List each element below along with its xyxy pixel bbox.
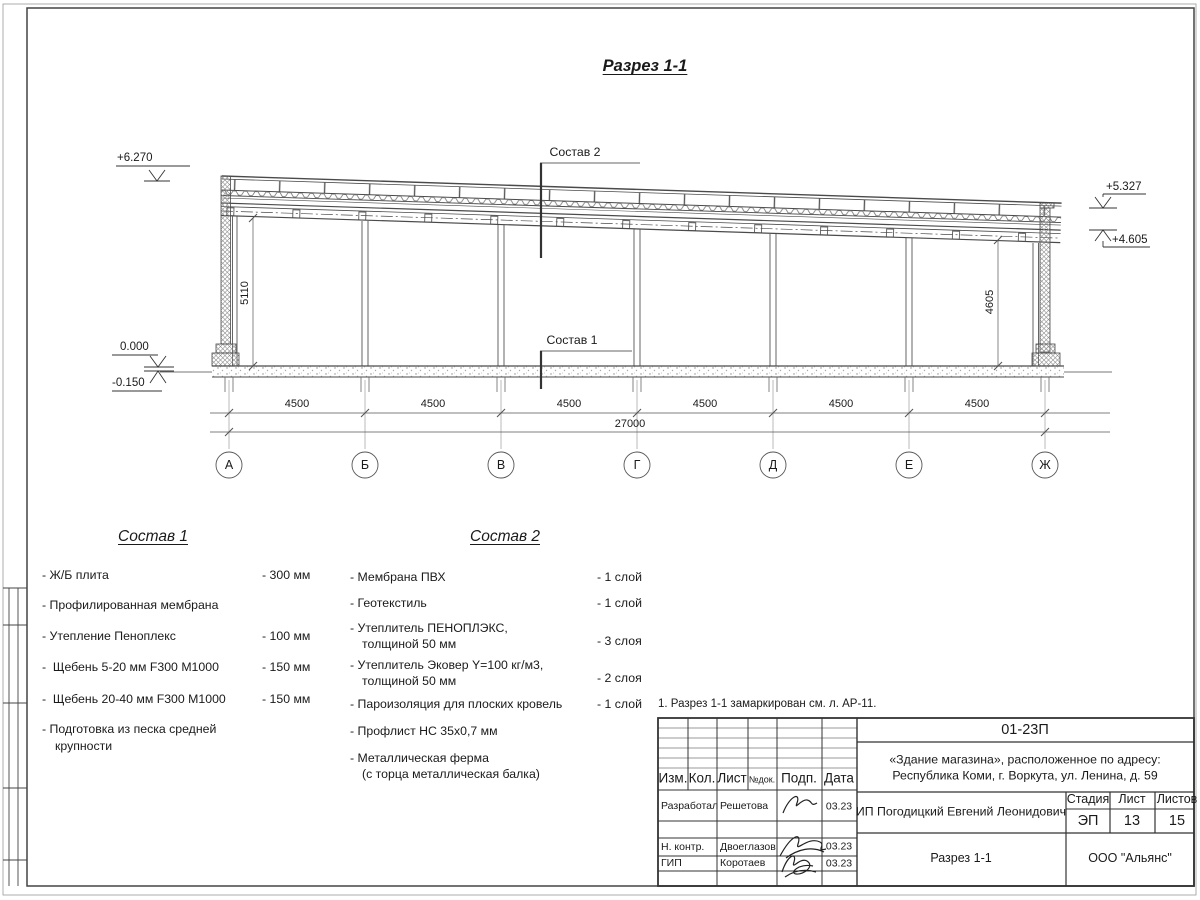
- dim-bay: 4500: [284, 398, 310, 410]
- axis-label: Д: [768, 458, 778, 473]
- legend-value: - 150 мм: [262, 692, 311, 706]
- elevation-below-zero: -0.150: [112, 377, 145, 389]
- legend-item: - Щебень 20-40 мм F300 М1000: [42, 692, 226, 706]
- titleblock-col-kol: Кол.: [688, 770, 716, 786]
- titleblock-col-izm: Изм.: [658, 770, 688, 786]
- titleblock-role: Разработал: [661, 800, 719, 812]
- dim-right-height: 4605: [984, 289, 997, 315]
- titleblock-date: 03.23: [825, 857, 853, 870]
- dim-total: 27000: [614, 418, 646, 430]
- elevation-right-upper: +5.327: [1106, 181, 1142, 193]
- legend-value: - 1 слой: [597, 596, 642, 610]
- dim-bay: 4500: [692, 398, 718, 410]
- legend-item-line2: (с торца металлическая балка): [362, 767, 540, 781]
- legend-value: - 300 мм: [262, 568, 311, 582]
- titleblock-object-line2: Республика Коми, г. Воркута, ул. Ленина, д. 59: [892, 768, 1158, 783]
- titleblock-doc-title: Разрез 1-1: [930, 851, 992, 866]
- signature-nkontr: [780, 837, 826, 858]
- titleblock-name: Двоеглазов: [720, 841, 776, 853]
- titleblock-col-ndok: №док.: [748, 774, 776, 785]
- callout-sostav1: Состав 1: [546, 333, 598, 347]
- legend-item: - Профилированная мембрана: [42, 598, 219, 612]
- titleblock-client: ИП Погодицкий Евгений Леонидович: [855, 804, 1067, 819]
- elevation-right-lower: +4.605: [1112, 234, 1148, 246]
- legend-value: - 2 слоя: [597, 671, 642, 685]
- legend-item-line2: крупности: [55, 739, 113, 753]
- titleblock-project-code: 01-23П: [1001, 721, 1049, 738]
- titleblock-name: Решетова: [720, 800, 769, 812]
- signatures: [780, 797, 826, 877]
- legend-item-line2: толщиной 50 мм: [362, 637, 457, 651]
- signature-gip: [782, 856, 816, 877]
- axis-label: Г: [633, 458, 641, 473]
- legend-value: - 100 мм: [262, 629, 311, 643]
- legend-item: - Металлическая ферма: [350, 751, 489, 765]
- elevation-marker-top-left: [116, 166, 190, 181]
- sostav2-title: Состав 2: [470, 528, 540, 545]
- elevation-top-left: +6.270: [117, 152, 153, 164]
- legend-item: - Профлист НС 35х0,7 мм: [350, 724, 498, 738]
- axis-label: Е: [904, 458, 914, 473]
- callout-sostav2: Состав 2: [549, 145, 601, 159]
- dim-bay: 4500: [420, 398, 446, 410]
- elevation-marker-zero: [112, 355, 174, 367]
- legend-item: - Мембрана ПВХ: [350, 570, 446, 584]
- axis-label: Ж: [1039, 458, 1051, 473]
- elevation-zero: 0.000: [120, 341, 149, 353]
- dim-bay: 4500: [828, 398, 854, 410]
- legend-item: - Утеплитель ПЕНОПЛЭКС,: [350, 621, 508, 635]
- titleblock-company: ООО "Альянс": [1088, 851, 1172, 866]
- legend-item: - Подготовка из песка средней: [42, 722, 217, 736]
- dim-bay: 4500: [964, 398, 990, 410]
- titleblock-date: 03.23: [825, 800, 853, 813]
- axis-label: Б: [360, 458, 370, 473]
- dim-left-height: 5110: [239, 281, 252, 305]
- floor-slab: [160, 366, 1112, 377]
- titleblock-role: Н. контр.: [661, 841, 705, 853]
- roof-assembly: [221, 176, 1062, 243]
- titleblock-stage-label: Стадия: [1066, 792, 1110, 807]
- titleblock-name: Коротаев: [720, 857, 766, 869]
- legend-value: - 150 мм: [262, 660, 311, 674]
- legend-value: - 1 слой: [597, 697, 642, 711]
- sostav1-title: Состав 1: [118, 528, 188, 545]
- titleblock-col-podp: Подп.: [781, 770, 817, 786]
- legend-item: - Геотекстиль: [350, 596, 427, 610]
- titleblock-sheet-label: Лист: [1118, 792, 1146, 807]
- titleblock-sheet-value: 13: [1123, 812, 1141, 829]
- legend-item-line2: толщиной 50 мм: [362, 674, 457, 688]
- legend-value: - 3 слоя: [597, 634, 642, 648]
- titleblock-role: ГИП: [661, 857, 682, 869]
- titleblock-stage-value: ЭП: [1077, 812, 1099, 829]
- titleblock-sheets-value: 15: [1168, 812, 1186, 829]
- legend-item: - Пароизоляция для плоских кровель: [350, 697, 563, 711]
- legend-item: - Ж/Б плита: [42, 568, 109, 582]
- titleblock-object-line1: «Здание магазина», расположенное по адресу:: [889, 752, 1161, 767]
- axis-label: А: [224, 458, 234, 473]
- elevation-marker-right-upper: [1089, 194, 1146, 208]
- legend-value: - 1 слой: [597, 570, 642, 584]
- titleblock-col-list: Лист: [717, 770, 747, 786]
- legend-item: - Утепление Пеноплекс: [42, 629, 176, 643]
- page-title: Разрез 1-1: [602, 57, 688, 75]
- signature-razrabotal: [783, 797, 817, 813]
- legend-item: - Щебень 5-20 мм F300 М1000: [42, 660, 219, 674]
- drawing-note: 1. Разрез 1-1 замаркирован см. л. АР-11.: [658, 698, 877, 710]
- axis-label: В: [496, 458, 506, 473]
- dim-bay: 4500: [556, 398, 582, 410]
- legend-item: - Утеплитель Эковер Y=100 кг/м3,: [350, 658, 544, 672]
- titleblock-date: 03.23: [825, 840, 853, 853]
- titleblock-col-data: Дата: [824, 770, 854, 786]
- titleblock-sheets-label: Листов: [1156, 792, 1198, 807]
- dimension-lines: [210, 214, 1110, 449]
